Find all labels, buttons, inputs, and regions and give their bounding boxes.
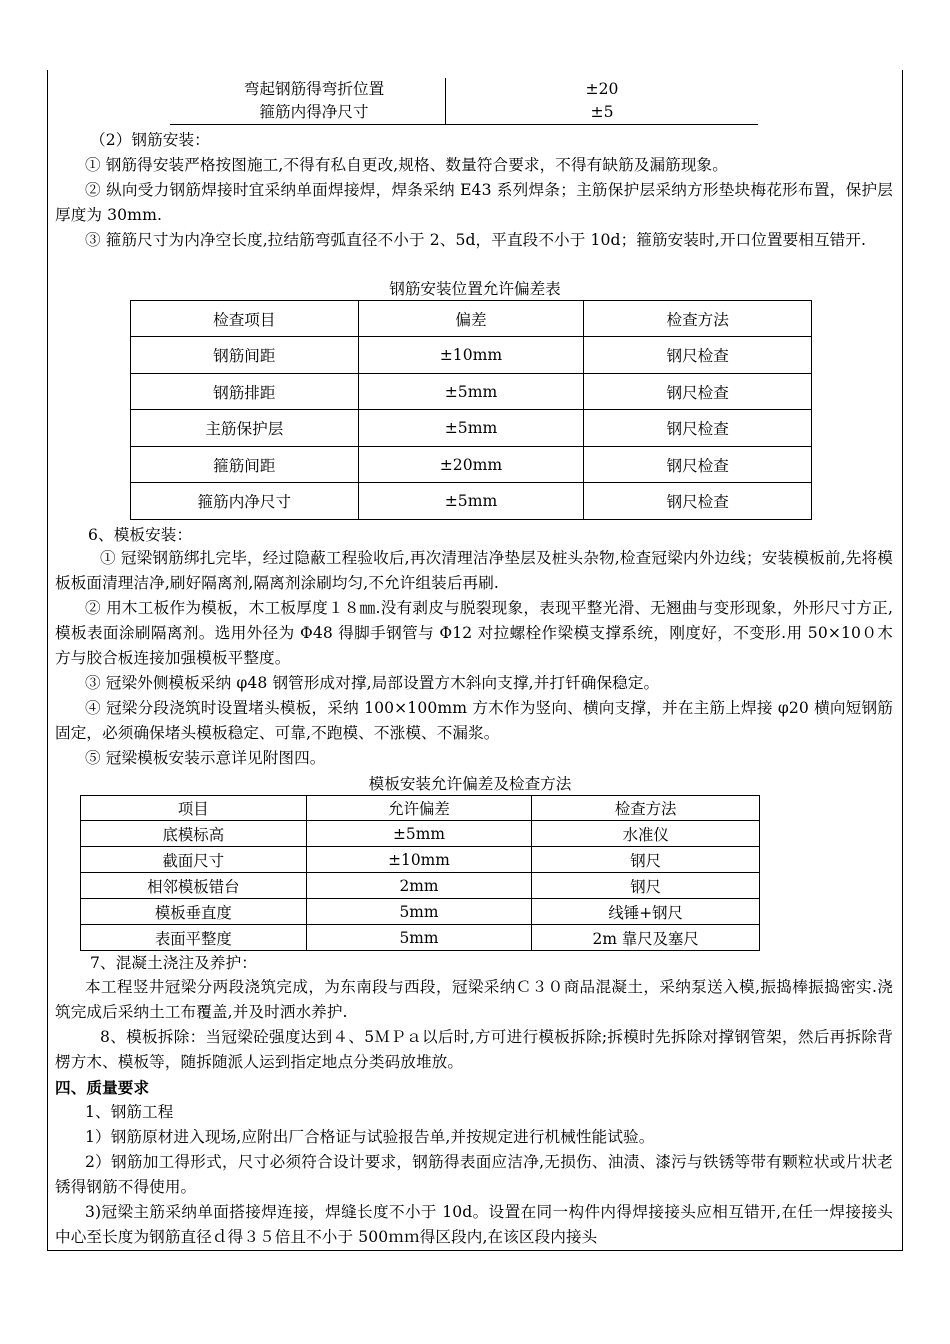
top-table-cell: ±5 — [590, 103, 614, 121]
table-header: 偏差 — [358, 301, 584, 337]
paragraph: ② 纵向受力钢筋焊接时宜采纳单面焊接焊，焊条采纳 E43 系列焊条；主筋保护层采纳方形垫块梅花形布置，保护层厚度为 30mm. — [55, 181, 893, 224]
table-cell: ±10mm — [306, 847, 532, 873]
paragraph: 本工程竖井冠梁分两段浇筑完成，为东南段与西段，冠梁采纳Ｃ３０商品混凝土，采纳泵送入模,振捣棒振捣密实.浇筑完成后采纳土工布覆盖,并及时洒水养护. — [55, 978, 893, 1021]
rebar-tolerance-table — [130, 300, 812, 520]
table-cell: ±5mm — [306, 821, 532, 847]
table-cell: ±20mm — [358, 447, 584, 483]
table-cell: 截面尺寸 — [81, 847, 307, 873]
table-cell: 钢尺检查 — [584, 483, 812, 520]
table-cell: 钢尺检查 — [584, 374, 812, 410]
section-heading: 1、钢筋工程 — [85, 1103, 174, 1121]
table-cell: ±10mm — [358, 337, 584, 374]
table-cell: 箍筋间距 — [131, 447, 359, 483]
table-cell: 2mm — [306, 873, 532, 899]
table-cell: 钢尺检查 — [584, 410, 812, 447]
paragraph: 2）钢筋加工得形式，尺寸必须符合设计要求，钢筋得表面应洁净,无损伤、油渍、漆污与铁锈等带有颗粒状或片状老锈得钢筋不得使用。 — [55, 1153, 893, 1196]
paragraph: 3)冠梁主筋采纳单面搭接焊连接，焊缝长度不小于 10d。设置在同一构件内得焊接接头应相互错开,在任一焊接接头中心至长度为钢筋直径ｄ得３５倍且不小于 500ｍｍ得区段内,在该区段内接头 — [55, 1203, 893, 1246]
chapter-heading: 四、质量要求 — [55, 1078, 150, 1097]
section-heading: 6、模板安装： — [88, 526, 193, 544]
paragraph: ① 钢筋得安装严格按图施工,不得有私自更改,规格、数量符合要求，不得有缺筋及漏筋现象。 — [85, 156, 728, 174]
table-cell: ±5mm — [358, 483, 584, 520]
table-cell: 表面平整度 — [81, 925, 307, 951]
table-cell: 模板垂直度 — [81, 899, 307, 925]
paragraph: ③ 箍筋尺寸为内净空长度,拉结筋弯弧直径不小于 2、5d，平直段不小于 10d；箍筋安装时,开口位置要相互错开. — [85, 231, 867, 249]
paragraph: ③ 冠梁外侧模板采纳 φ48 钢管形成对撑,局部设置方木斜向支撑,并打钎确保稳定。 — [85, 674, 660, 692]
table-cell: 钢尺 — [532, 873, 760, 899]
table-cell: 钢尺检查 — [584, 337, 812, 374]
top-table-cell: 弯起钢筋得弯折位置 — [243, 80, 385, 98]
paragraph: 8、模板拆除：当冠梁砼强度达到４、5ＭＰａ以后时,方可进行模板拆除;拆模时先拆除对撑钢管架，然后再拆除背楞方木、模板等，随拆随派人运到指定地点分类码放堆放。 — [55, 1028, 893, 1071]
table-header: 检查方法 — [532, 796, 760, 821]
table-cell: 钢尺检查 — [584, 447, 812, 483]
table-cell: 钢筋间距 — [131, 337, 359, 374]
table-header: 检查方法 — [584, 301, 812, 337]
top-table-cell: 箍筋内得净尺寸 — [259, 103, 369, 121]
paragraph: 1）钢筋原材进入现场,应附出厂合格证与试验报告单,并按规定进行机械性能试验。 — [85, 1128, 655, 1146]
paragraph: ② 用木工板作为模板，木工板厚度１８㎜.没有剥皮与脱裂现象，表现平整光滑、无翘曲与变形现象，外形尺寸方正,模板表面涂刷隔离剂。选用外径为 Φ48 得脚手钢管与 Φ12 对拉螺栓作梁模支撑系统，刚度好，不变形.用 50×10０木方与胶合板连接加强模板平整度。 — [55, 599, 893, 667]
table-cell: 主筋保护层 — [131, 410, 359, 447]
paragraph: ④ 冠梁分段浇筑时设置堵头模板，采纳 100×100mm 方木作为竖向、横向支撑，并在主筋上焊接 φ20 横向短钢筋固定，必须确保堵头模板稳定、可靠,不跑模、不涨模、不漏浆。 — [55, 699, 893, 742]
table-cell: 5mm — [306, 899, 532, 925]
table-cell: 底模标高 — [81, 821, 307, 847]
table-header: 项目 — [81, 796, 307, 821]
table-cell: ±5mm — [358, 410, 584, 447]
section-heading: （2）钢筋安装： — [90, 131, 210, 149]
table-cell: 相邻模板错台 — [81, 873, 307, 899]
table-cell: ±5mm — [358, 374, 584, 410]
paragraph: ⑤ 冠梁模板安装示意详见附图四。 — [85, 749, 326, 767]
table-caption: 钢筋安装位置允许偏差表 — [389, 280, 561, 298]
table-cell: 5mm — [306, 925, 532, 951]
table-cell: 水准仪 — [532, 821, 760, 847]
table-header: 检查项目 — [131, 301, 359, 337]
table-cell: 2m 靠尺及塞尺 — [532, 925, 760, 951]
formwork-tolerance-table — [80, 795, 760, 951]
table-caption: 模板安装允许偏差及检查方法 — [368, 775, 572, 793]
paragraph: ① 冠梁钢筋绑扎完毕，经过隐蔽工程验收后,再次清理洁净垫层及桩头杂物,检查冠梁内外边线；安装模板前,先将模板板面清理洁净,刷好隔离剂,隔离剂涂刷均匀,不允许组装后再刷. — [55, 549, 893, 592]
table-header: 允许偏差 — [306, 796, 532, 821]
table-cell: 线锤+钢尺 — [532, 899, 760, 925]
top-table — [183, 78, 758, 126]
table-cell: 箍筋内净尺寸 — [131, 483, 359, 520]
table-cell: 钢筋排距 — [131, 374, 359, 410]
top-table-cell: ±20 — [585, 80, 619, 98]
section-heading: 7、混凝土浇注及养护： — [90, 954, 257, 972]
table-cell: 钢尺 — [532, 847, 760, 873]
top-table-bottom-border — [170, 124, 758, 125]
